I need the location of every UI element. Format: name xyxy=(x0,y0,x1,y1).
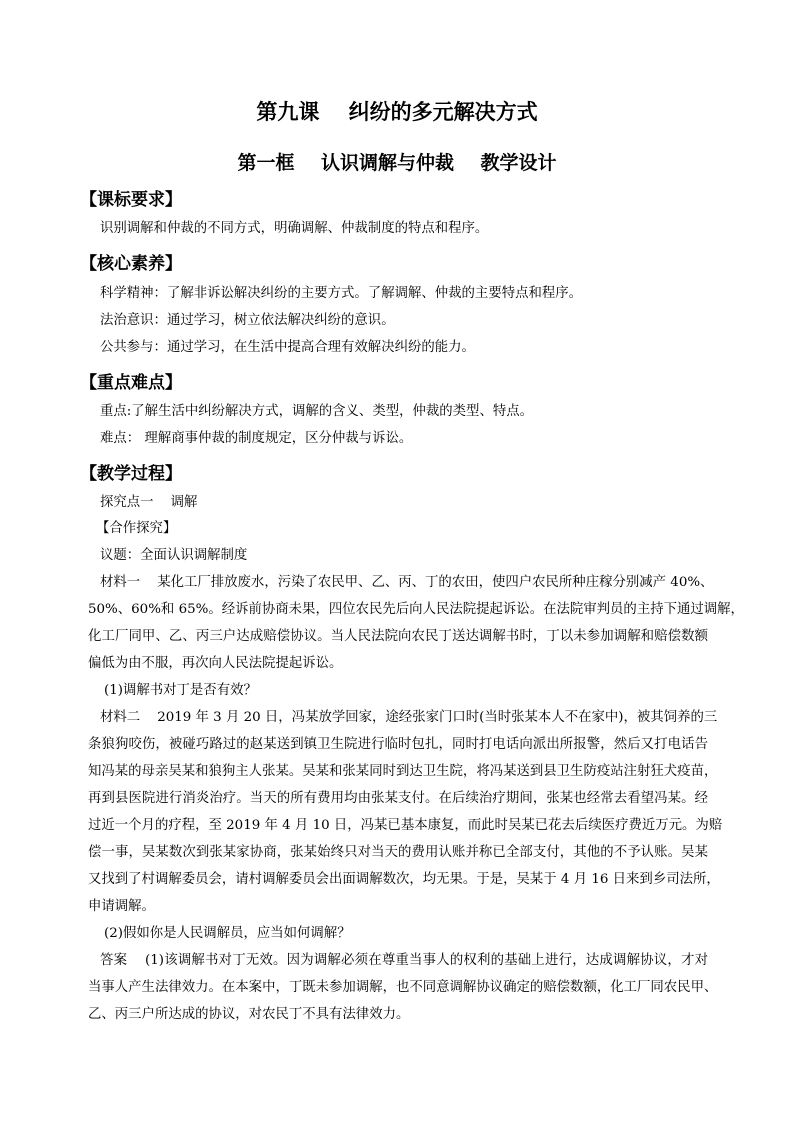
process-line: (2)假如你是人民调解员，应当如何调解？ xyxy=(104,926,351,941)
process-line: 50%、60%和 65%。经诉前协商未果，四位农民先后向人民法院提起诉讼。在法院审判员的主持下通过调解， xyxy=(88,602,744,617)
literacy-heading: 【核心素养】 xyxy=(80,254,182,274)
literacy-line: 公共参与：通过学习，在生活中提高合理有效解决纠纷的能力。 xyxy=(100,340,475,355)
answer-line: 当事人产生法律效力。在本案中，丁既未参加调解，也不同意调解协议确定的赔偿数额，化工厂同农民甲、 xyxy=(88,980,718,995)
literacy-line: 科学精神：了解非诉讼解决纠纷的主要方式。了解调解、仲裁的主要特点和程序。 xyxy=(100,286,583,301)
process-line: 又找到了村调解委员会，请村调解委员会出面调解数次，均无果。于是，吴某于 4 月 16 日来到乡司法所， xyxy=(88,872,720,887)
process-line: 材料一 某化工厂排放废水，污染了农民甲、乙、丙、丁的农田，使四户农民所种庄稼分别减产 40%、 xyxy=(100,575,714,590)
process-line: 偿一事，吴某数次到张某家协商，张某始终只对当天的费用认账并称已全部支付，其他的不予认账。吴某 xyxy=(88,845,708,860)
process-line: 化工厂同甲、乙、丙三户达成赔偿协议。当人民法院向农民丁送达调解书时，丁以未参加调解和赔偿数额 xyxy=(88,629,708,644)
process-line: 申请调解。 xyxy=(88,899,155,914)
process-line: 探究点一 调解 xyxy=(100,495,198,510)
process-line: 偏低为由不服，再次向人民法院提起诉讼。 xyxy=(88,656,343,671)
section-subtitle: 第一框 认识调解与仲裁 教学设计 xyxy=(237,152,557,174)
process-line: 条狼狗咬伤，被碰巧路过的赵某送到镇卫生院进行临时包扎，同时打电话向派出所报警，然后又打电话告 xyxy=(88,737,708,752)
process-line: 议题：全面认识调解制度 xyxy=(100,548,248,563)
standards-heading: 【课标要求】 xyxy=(80,190,182,210)
process-line: 过近一个月的疗程，至 2019 年 4 月 10 日，冯某已基本康复，而此时吴某已花去后续医疗费近万元。为赔 xyxy=(88,818,723,833)
answer-line: 乙、丙三户所达成的协议，对农民丁不具有法律效力。 xyxy=(88,1007,410,1022)
process-line: 再到县医院进行消炎治疗。当天的所有费用均由张某支付。在后续治疗期间，张某也经常去看望冯某。经 xyxy=(88,791,708,806)
literacy-line: 法治意识：通过学习，树立依法解决纠纷的意识。 xyxy=(100,313,395,328)
process-line: 【合作探究】 xyxy=(96,521,177,536)
process-line: 材料二 2019 年 3 月 20 日，冯某放学回家，途经张家门口时(当时张某本人不在家中)，被其饲养的三 xyxy=(100,710,718,725)
keypoints-line: 难点： 理解商事仲裁的制度规定，区分仲裁与诉讼。 xyxy=(100,431,413,446)
keypoints-line: 重点:了解生活中纠纷解决方式，调解的含义、类型，仲裁的类型、特点。 xyxy=(100,404,534,419)
process-line: 知冯某的母亲吴某和狼狗主人张某。吴某和张某同时到达卫生院，将冯某送到县卫生防疫站注射狂犬疫苗， xyxy=(88,764,718,779)
process-heading: 【教学过程】 xyxy=(80,464,182,484)
standards-line: 识别调解和仲裁的不同方式，明确调解、仲裁制度的特点和程序。 xyxy=(100,221,489,236)
answer-line: 答案 (1)该调解书对丁无效。因为调解必须在尊重当事人的权利的基础上进行，达成调解协议，才对 xyxy=(100,953,708,968)
lesson-title: 第九课 纠纷的多元解决方式 xyxy=(256,99,538,124)
keypoints-heading: 【重点难点】 xyxy=(80,373,182,393)
process-line: (1)调解书对丁是否有效？ xyxy=(104,683,257,698)
